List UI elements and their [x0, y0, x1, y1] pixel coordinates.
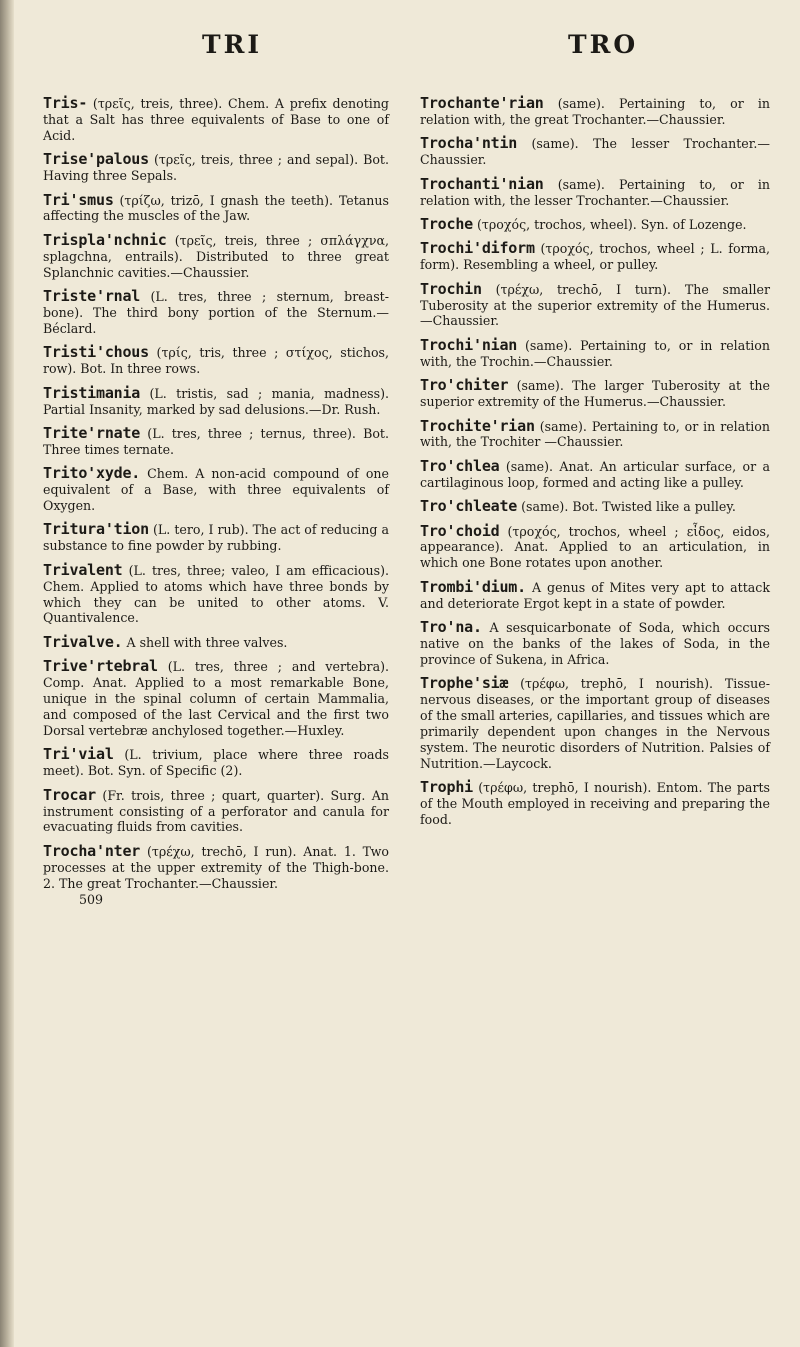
- entry-headword: Trophe'siæ: [420, 674, 509, 693]
- entry-definition: (τρεῖς, treis, three ; and sepal). Bot. Having three Sepals.: [43, 152, 389, 184]
- entry-definition: (τρέφω, trephō, I nourish). Tissue-nervous diseases, or the important group of diseases of the small arteries, capillaries, and tissues which are primarily dependent upon changes in the Nervous system. The neurotic disorders of Nutrition. Palsies of Nutrition.—Laycock.: [420, 676, 770, 771]
- dictionary-entry: [420, 416, 770, 451]
- entry-headword: Trochi'diform: [420, 239, 535, 258]
- dictionary-entry: [43, 632, 389, 651]
- entry-headword: Trocha'ntin: [420, 134, 518, 153]
- dictionary-entry: [420, 241, 770, 273]
- running-header: [0, 30, 800, 64]
- entry-definition: (L. tres, three ; ternus, three). Bot. Three times ternate.: [43, 425, 389, 457]
- entry-definition: (Fr. trois, three ; quart, quarter). Surg. An instrument consisting of a perforator and canula for evacuating fluids from cavities.: [43, 787, 389, 835]
- header-right: TRO: [568, 30, 639, 59]
- entry-headword: Tristimania: [43, 383, 141, 402]
- dictionary-entry: [420, 214, 770, 233]
- entry-headword: Tris-: [43, 94, 88, 112]
- entry-definition: (same). Anat. An articular surface, or a cartilaginous loop, formed and acting like a pulley.: [420, 458, 770, 490]
- entry-headword: Trito'xyde.: [43, 464, 141, 483]
- entry-headword: Tro'chiter: [420, 376, 509, 395]
- entry-headword: Trophi: [420, 778, 473, 797]
- entry-headword: Trocha'nter: [43, 841, 141, 860]
- entry-headword: Trochante'rian: [420, 94, 544, 112]
- entry-definition: (same). Pertaining to, or in relation with, the lesser Trochanter.—Chaussier.: [420, 176, 770, 208]
- dictionary-entry: [43, 289, 389, 337]
- entry-headword: Troche: [420, 214, 473, 233]
- entry-definition: (same). Pertaining to, or in relation with, the great Trochanter.—Chaussier.: [420, 96, 770, 127]
- entry-definition: (L. tristis, sad ; mania, madness). Partial Insanity, marked by sad delusions.—Dr. Rush.: [43, 385, 389, 417]
- entry-headword: Trombi'dium.: [420, 577, 526, 596]
- header-left: TRI: [202, 30, 263, 59]
- dictionary-entry: [43, 383, 389, 418]
- dictionary-entry: [43, 152, 389, 184]
- entry-headword: Tri'vial: [43, 745, 114, 764]
- entry-headword: Tristi'chous: [43, 343, 149, 362]
- dictionary-entry: [43, 560, 389, 627]
- entry-definition: (τρεῖς, treis, three). Chem. A prefix denoting that a Salt has three equivalents of Base to one of Acid.: [43, 96, 389, 143]
- dictionary-entry: [420, 780, 770, 828]
- dictionary-entry: [43, 96, 389, 144]
- dictionary-entry: [420, 499, 770, 515]
- entry-headword: Trochite'rian: [420, 416, 535, 435]
- left-column: [43, 96, 389, 907]
- entry-headword: Tro'choid: [420, 521, 500, 540]
- entry-definition: (same). The lesser Trochanter.—Chaussier.: [420, 136, 770, 168]
- dictionary-entry: [43, 345, 389, 377]
- right-column: [420, 96, 770, 836]
- entry-headword: Trivalve.: [43, 632, 123, 651]
- entry-definition: (same). Bot. Twisted like a pulley.: [517, 499, 736, 515]
- entry-headword: Tro'na.: [420, 618, 482, 637]
- entry-headword: Trochin: [420, 279, 482, 298]
- entry-definition: (L. trivium, place where three roads meet). Bot. Syn. of Specific (2).: [43, 747, 389, 779]
- entry-definition: Chem. A non-acid compound of one equivalent of a Base, with three equivalents of Oxygen.: [43, 466, 389, 514]
- entry-headword: Triste'rnal: [43, 287, 141, 306]
- entry-headword: Trite'rnate: [43, 423, 141, 442]
- dictionary-entry: [420, 174, 770, 209]
- entry-definition: (L. tres, three ; sternum, breast-bone). The third bony portion of the Sternum.—Béclard.: [43, 289, 389, 336]
- dictionary-entry: [43, 522, 389, 554]
- entry-headword: Trivalent: [43, 560, 123, 579]
- entry-definition: (τρέχω, trechō, I turn). The smaller Tuberosity at the superior extremity of the Humerus.—Chaussier.: [420, 281, 770, 329]
- entry-definition: (τροχός, trochos, wheel). Syn. of Lozenge.: [473, 216, 747, 232]
- dictionary-entry: [420, 378, 770, 410]
- entry-headword: Tritura'tion: [43, 520, 149, 539]
- dictionary-entry: [420, 521, 770, 572]
- entry-headword: Tri'smus: [43, 190, 114, 209]
- entry-definition: (same). Pertaining to, or in relation with, the Trochin.—Chaussier.: [420, 337, 770, 369]
- dictionary-entry: [43, 190, 389, 225]
- entry-headword: Tro'chlea: [420, 456, 500, 475]
- entry-headword: Trochanti'nian: [420, 174, 544, 193]
- entry-definition: (τροχός, trochos, wheel ; εἶδος, eidos, appearance). Anat. Applied to an articulation, in which one Bone rotates upon another.: [420, 523, 770, 571]
- dictionary-entry: [43, 747, 389, 779]
- dictionary-entry: [43, 841, 389, 892]
- dictionary-entry: [420, 279, 770, 330]
- entry-definition: (L. tres, three ; and vertebra). Comp. Anat. Applied to a most remarkable Bone, unique in the spinal column of certain Mammalia, and composed of the last Cervical and the first two Dorsal vertebræ anchylosed together.—Huxley.: [43, 659, 389, 738]
- entry-definition: (τρέχω, trechō, I run). Anat. 1. Two processes at the upper extremity of the Thigh-bone. 2. The great Trochanter.—Chaussier.: [43, 843, 389, 891]
- book-spine-shadow: [0, 0, 14, 1347]
- entry-definition: (same). Pertaining to, or in relation with, the Trochiter —Chaussier.: [420, 418, 770, 450]
- dictionary-entry: [420, 335, 770, 370]
- entry-definition: A sesquicarbonate of Soda, which occurs native on the banks of the lakes of Soda, in the province of Sukena, in Africa.: [420, 620, 770, 667]
- entry-headword: Tro'chleate: [420, 497, 518, 516]
- entry-headword: Trocar: [43, 785, 96, 804]
- entry-headword: Trispla'nchnic: [43, 230, 167, 249]
- entry-definition: (τρεῖς, treis, three ; σπλάγχνα, splagchna, entrails). Distributed to three great Splanchnic cavities.—Chaussier.: [43, 232, 389, 280]
- entry-definition: A shell with three valves.: [122, 634, 288, 650]
- entry-definition: (same). The larger Tuberosity at the superior extremity of the Humerus.—Chaussier.: [420, 378, 770, 410]
- entry-definition: (τρίς, tris, three ; στίχος, stichos, row). Bot. In three rows.: [43, 345, 389, 377]
- dictionary-entry: [43, 423, 389, 458]
- dictionary-entry: [43, 659, 389, 739]
- entry-headword: Trochi'nian: [420, 335, 518, 354]
- entry-definition: (τρίζω, trizō, I gnash the teeth). Tetanus affecting the muscles of the Jaw.: [43, 192, 389, 224]
- dictionary-entry: [420, 96, 770, 128]
- dictionary-entry: [420, 456, 770, 491]
- entry-definition: A genus of Mites very apt to attack and deteriorate Ergot kept in a state of powder.: [420, 579, 770, 611]
- entry-definition: (τρέφω, trephō, I nourish). Entom. The parts of the Mouth employed in receiving and preparing the food.: [420, 780, 770, 828]
- entry-definition: (L. tero, I rub). The act of reducing a substance to fine powder by rubbing.: [43, 522, 389, 554]
- dictionary-entry: [43, 230, 389, 281]
- dictionary-entry: [420, 136, 770, 168]
- dictionary-entry: [420, 577, 770, 612]
- dictionary-entry: [43, 785, 389, 836]
- dictionary-entry: [420, 620, 770, 668]
- entry-definition: (τροχός, trochos, wheel ; L. forma, form). Resembling a wheel, or pulley.: [420, 241, 770, 273]
- entry-definition: (L. tres, three; valeo, I am efficacious). Chem. Applied to atoms which have three bonds by which they can be united to other atoms. V. Quantivalence.: [43, 562, 389, 626]
- entry-headword: Trive'rtebral: [43, 657, 158, 676]
- dictionary-entry: [420, 676, 770, 771]
- entry-headword: Trise'palous: [43, 150, 149, 169]
- dictionary-entry: [43, 466, 389, 514]
- page-number: 509: [79, 891, 104, 907]
